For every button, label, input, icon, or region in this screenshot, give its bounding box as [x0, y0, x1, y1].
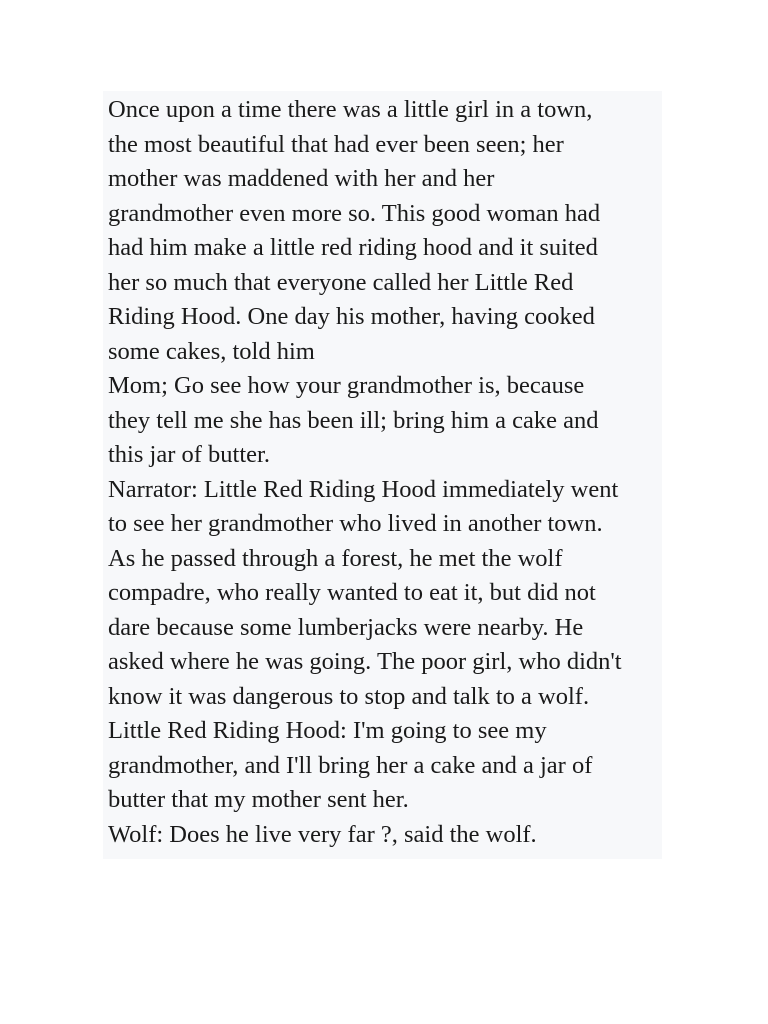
text-line: grandmother, and I'll bring her a cake and a jar of [108, 751, 593, 779]
text-line: compadre, who really wanted to eat it, but did not [108, 579, 596, 606]
text-line: her so much that everyone called her Little Red [108, 268, 574, 296]
text-line: Wolf: Does he live very far ?, said the wolf. [108, 820, 537, 848]
text-line: had him make a little red riding hood and it suited [108, 234, 598, 261]
text-line: Narrator: Little Red Riding Hood immediately went [108, 475, 619, 503]
text-line: this jar of butter. [108, 441, 270, 468]
text-line: to see her grandmother who lived in another town. [108, 510, 603, 537]
story-text-lines [108, 93, 622, 852]
text-line: Mom; Go see how your grandmother is, because [108, 372, 585, 399]
text-line: butter that my mother sent her. [108, 786, 409, 813]
text-line: mother was maddened with her and her [108, 165, 495, 192]
story-text-block [103, 91, 662, 859]
text-line: they tell me she has been ill; bring him a cake and [108, 406, 599, 434]
text-line: grandmother even more so. This good woman had [108, 199, 601, 227]
text-line: dare because some lumberjacks were nearby. He [108, 613, 584, 641]
text-line: asked where he was going. The poor girl, who didn't [108, 648, 622, 675]
text-line: As he passed through a forest, he met the wolf [108, 544, 563, 572]
text-line: know it was dangerous to stop and talk to a wolf. [108, 682, 590, 710]
text-line: some cakes, told him [108, 337, 315, 365]
text-line: the most beautiful that had ever been seen; her [108, 130, 564, 158]
text-line: Riding Hood. One day his mother, having cooked [108, 303, 595, 330]
text-line: Little Red Riding Hood: I'm going to see my [108, 717, 547, 744]
text-line: Once upon a time there was a little girl in a town, [108, 96, 593, 123]
